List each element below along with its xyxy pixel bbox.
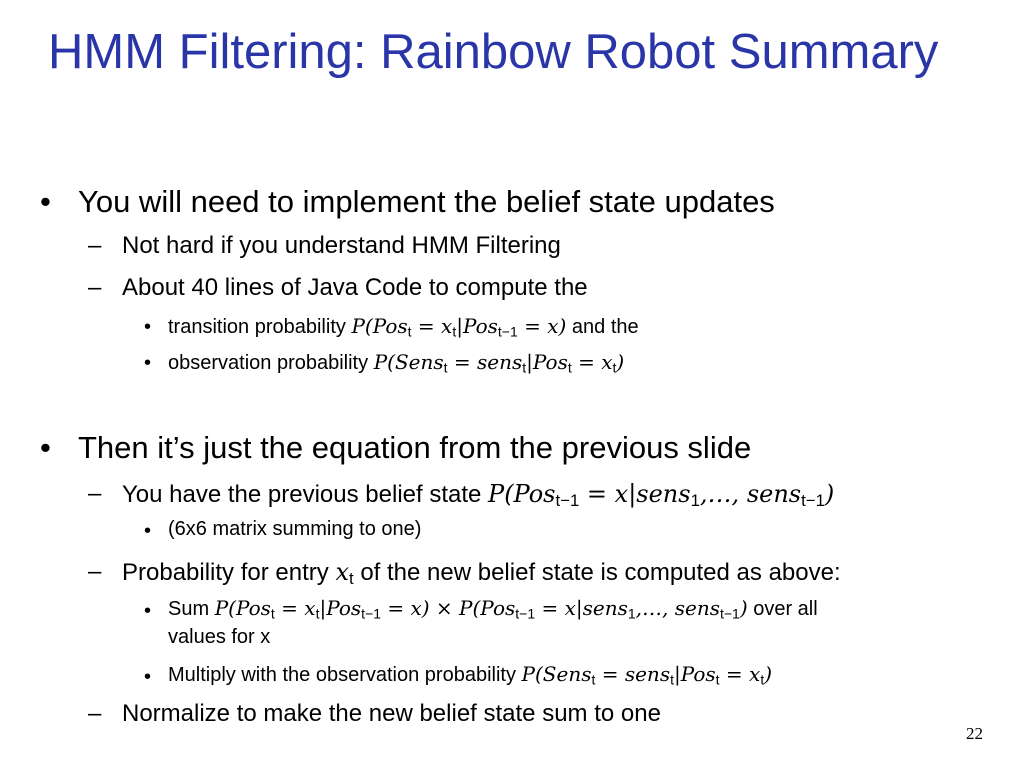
subbullet-previous-belief-state [122,480,834,511]
bullet-marker: • [144,520,152,542]
item-multiply-observation [168,662,772,688]
bullet-marker: • [144,352,152,374]
dash-marker: – [88,480,102,507]
bullet-marker: • [40,184,51,219]
transition-formula: $P(Pos_t = x_t|Pos_{t-1} = x)$ [351,314,567,340]
dash-marker: – [88,558,102,585]
bullet-marker: • [144,600,152,622]
item-matrix-note: (6x6 matrix summing to one) [168,518,422,540]
previous-belief-label: You have the previous belief state [122,481,482,508]
transition-tail: and the [571,316,639,338]
item-observation-probability [168,350,624,376]
multiply-label: Multiply with the observation probability [168,664,516,686]
entry-pre: Probability for entry [122,559,329,586]
subbullet-not-hard: Not hard if you understand HMM Filtering [122,232,561,259]
dash-marker: – [88,274,102,301]
entry-variable: $x_t$ [335,558,354,589]
item-sum [168,596,818,622]
multiply-formula: P(Sens$_t$ = sens$_t$|Pos$_t$ = $x_t$) [521,662,773,688]
item-sum-continuation: values for x [168,626,271,648]
bullet-implement-belief-updates: You will need to implement the belief state updates [78,184,775,219]
item-transition-probability [168,314,639,340]
subbullet-java-lines: About 40 lines of Java Code to compute the [122,274,588,301]
page-number: 22 [966,724,983,743]
dash-marker: – [88,232,102,259]
subbullet-normalize: Normalize to make the new belief state sum to one [122,700,661,727]
slide-title: HMM Filtering: Rainbow Robot Summary [48,25,939,79]
previous-belief-formula: P(Pos$_{t-1}$ = x|sens$_1$,…, sens$_{t-1}$) [488,480,835,511]
observation-label: observation probability [168,352,369,374]
subbullet-probability-entry [122,558,841,589]
dash-marker: – [88,700,102,727]
sum-pre: Sum [168,598,210,620]
sum-formula: $P(Pos_t = x_t|Pos_{t-1} = x) \times P(Pos_{t-1}$ = x|sens$_1$,…, sens$_{t-1}$) [214,596,748,622]
observation-formula: P(Sens$_t$ = sens$_t$|Pos$_t$ = $x_t$) [373,350,625,376]
bullet-marker: • [144,666,152,688]
bullet-marker: • [40,430,51,465]
transition-label: transition probability [168,316,346,338]
sum-post: over all [753,598,818,620]
bullet-previous-slide-equation: Then it’s just the equation from the previous slide [78,430,752,465]
bullet-marker: • [144,316,152,338]
entry-post: of the new belief state is computed as above: [360,559,841,586]
